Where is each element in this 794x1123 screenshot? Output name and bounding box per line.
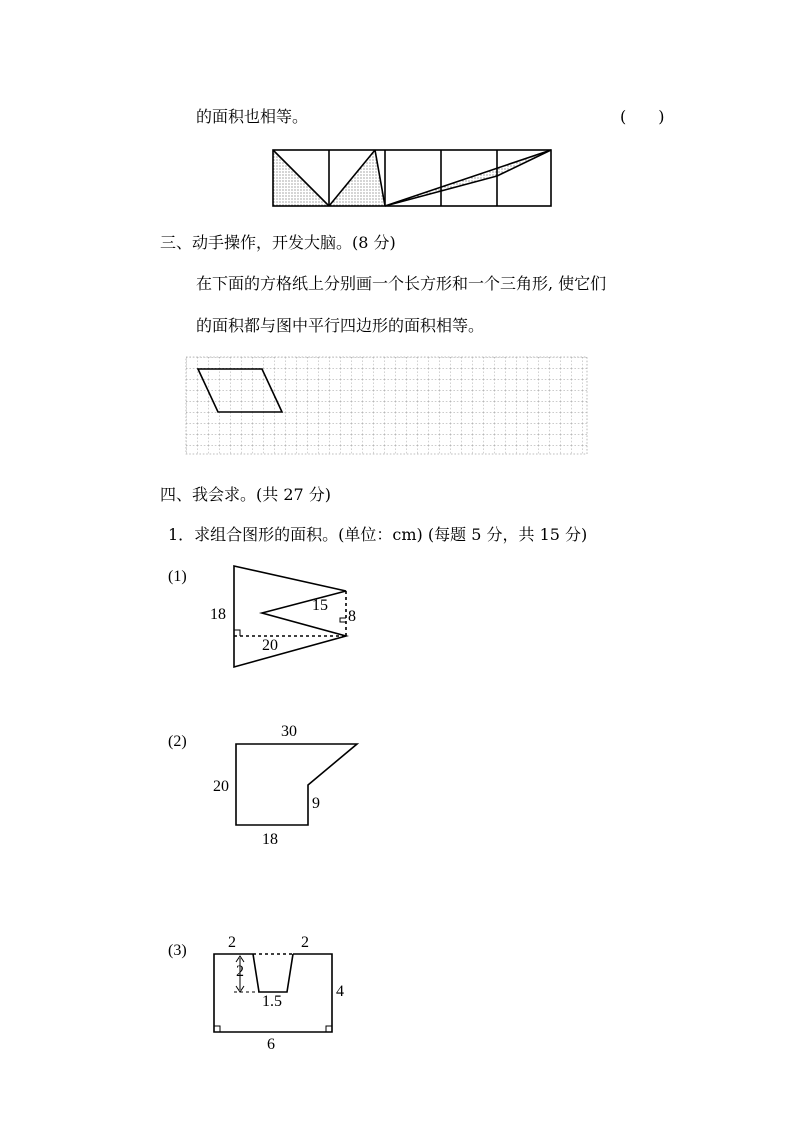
figure1-bottom-dim: 20 bbox=[262, 637, 278, 654]
answer-parentheses: ( ) bbox=[620, 107, 665, 126]
figure2-top-dim: 30 bbox=[281, 723, 297, 740]
section3-instruction-line1: 在下面的方格纸上分别画一个长方形和一个三角形, 使它们 bbox=[196, 274, 607, 293]
figure2-left-dim: 20 bbox=[213, 778, 229, 795]
section3-instruction-line2: 的面积都与图中平行四边形的面积相等。 bbox=[196, 316, 485, 335]
figure3-bottom-dim: 6 bbox=[267, 1036, 275, 1053]
figure3-top-right-dim: 2 bbox=[301, 934, 309, 951]
figure1-inner-dim: 15 bbox=[312, 597, 328, 614]
figure3-depth-dim: 2 bbox=[236, 963, 244, 980]
figure1-left-dim: 18 bbox=[210, 606, 226, 623]
figure3-label: (3) bbox=[168, 942, 187, 959]
figure2-label: (2) bbox=[168, 733, 187, 750]
figure1-right-dim: 8 bbox=[348, 608, 356, 625]
section3-heading: 三、动手操作，开发大脑。(8 分) bbox=[160, 233, 396, 252]
figure3-top-left-dim: 2 bbox=[228, 934, 236, 951]
section4-question1: 1．求组合图形的面积。(单位：cm) (每题 5 分，共 15 分) bbox=[168, 525, 588, 544]
figure1-label: (1) bbox=[168, 568, 187, 585]
section4-heading: 四、我会求。(共 27 分) bbox=[160, 485, 332, 504]
figure3-right-dim: 4 bbox=[336, 983, 344, 1000]
figure2-bottom-dim: 18 bbox=[262, 831, 278, 848]
figure2-right-dim: 9 bbox=[312, 795, 320, 812]
question-tail-text: 的面积也相等。 bbox=[196, 107, 309, 126]
figure3-notch-bottom-dim: 1.5 bbox=[262, 993, 282, 1010]
